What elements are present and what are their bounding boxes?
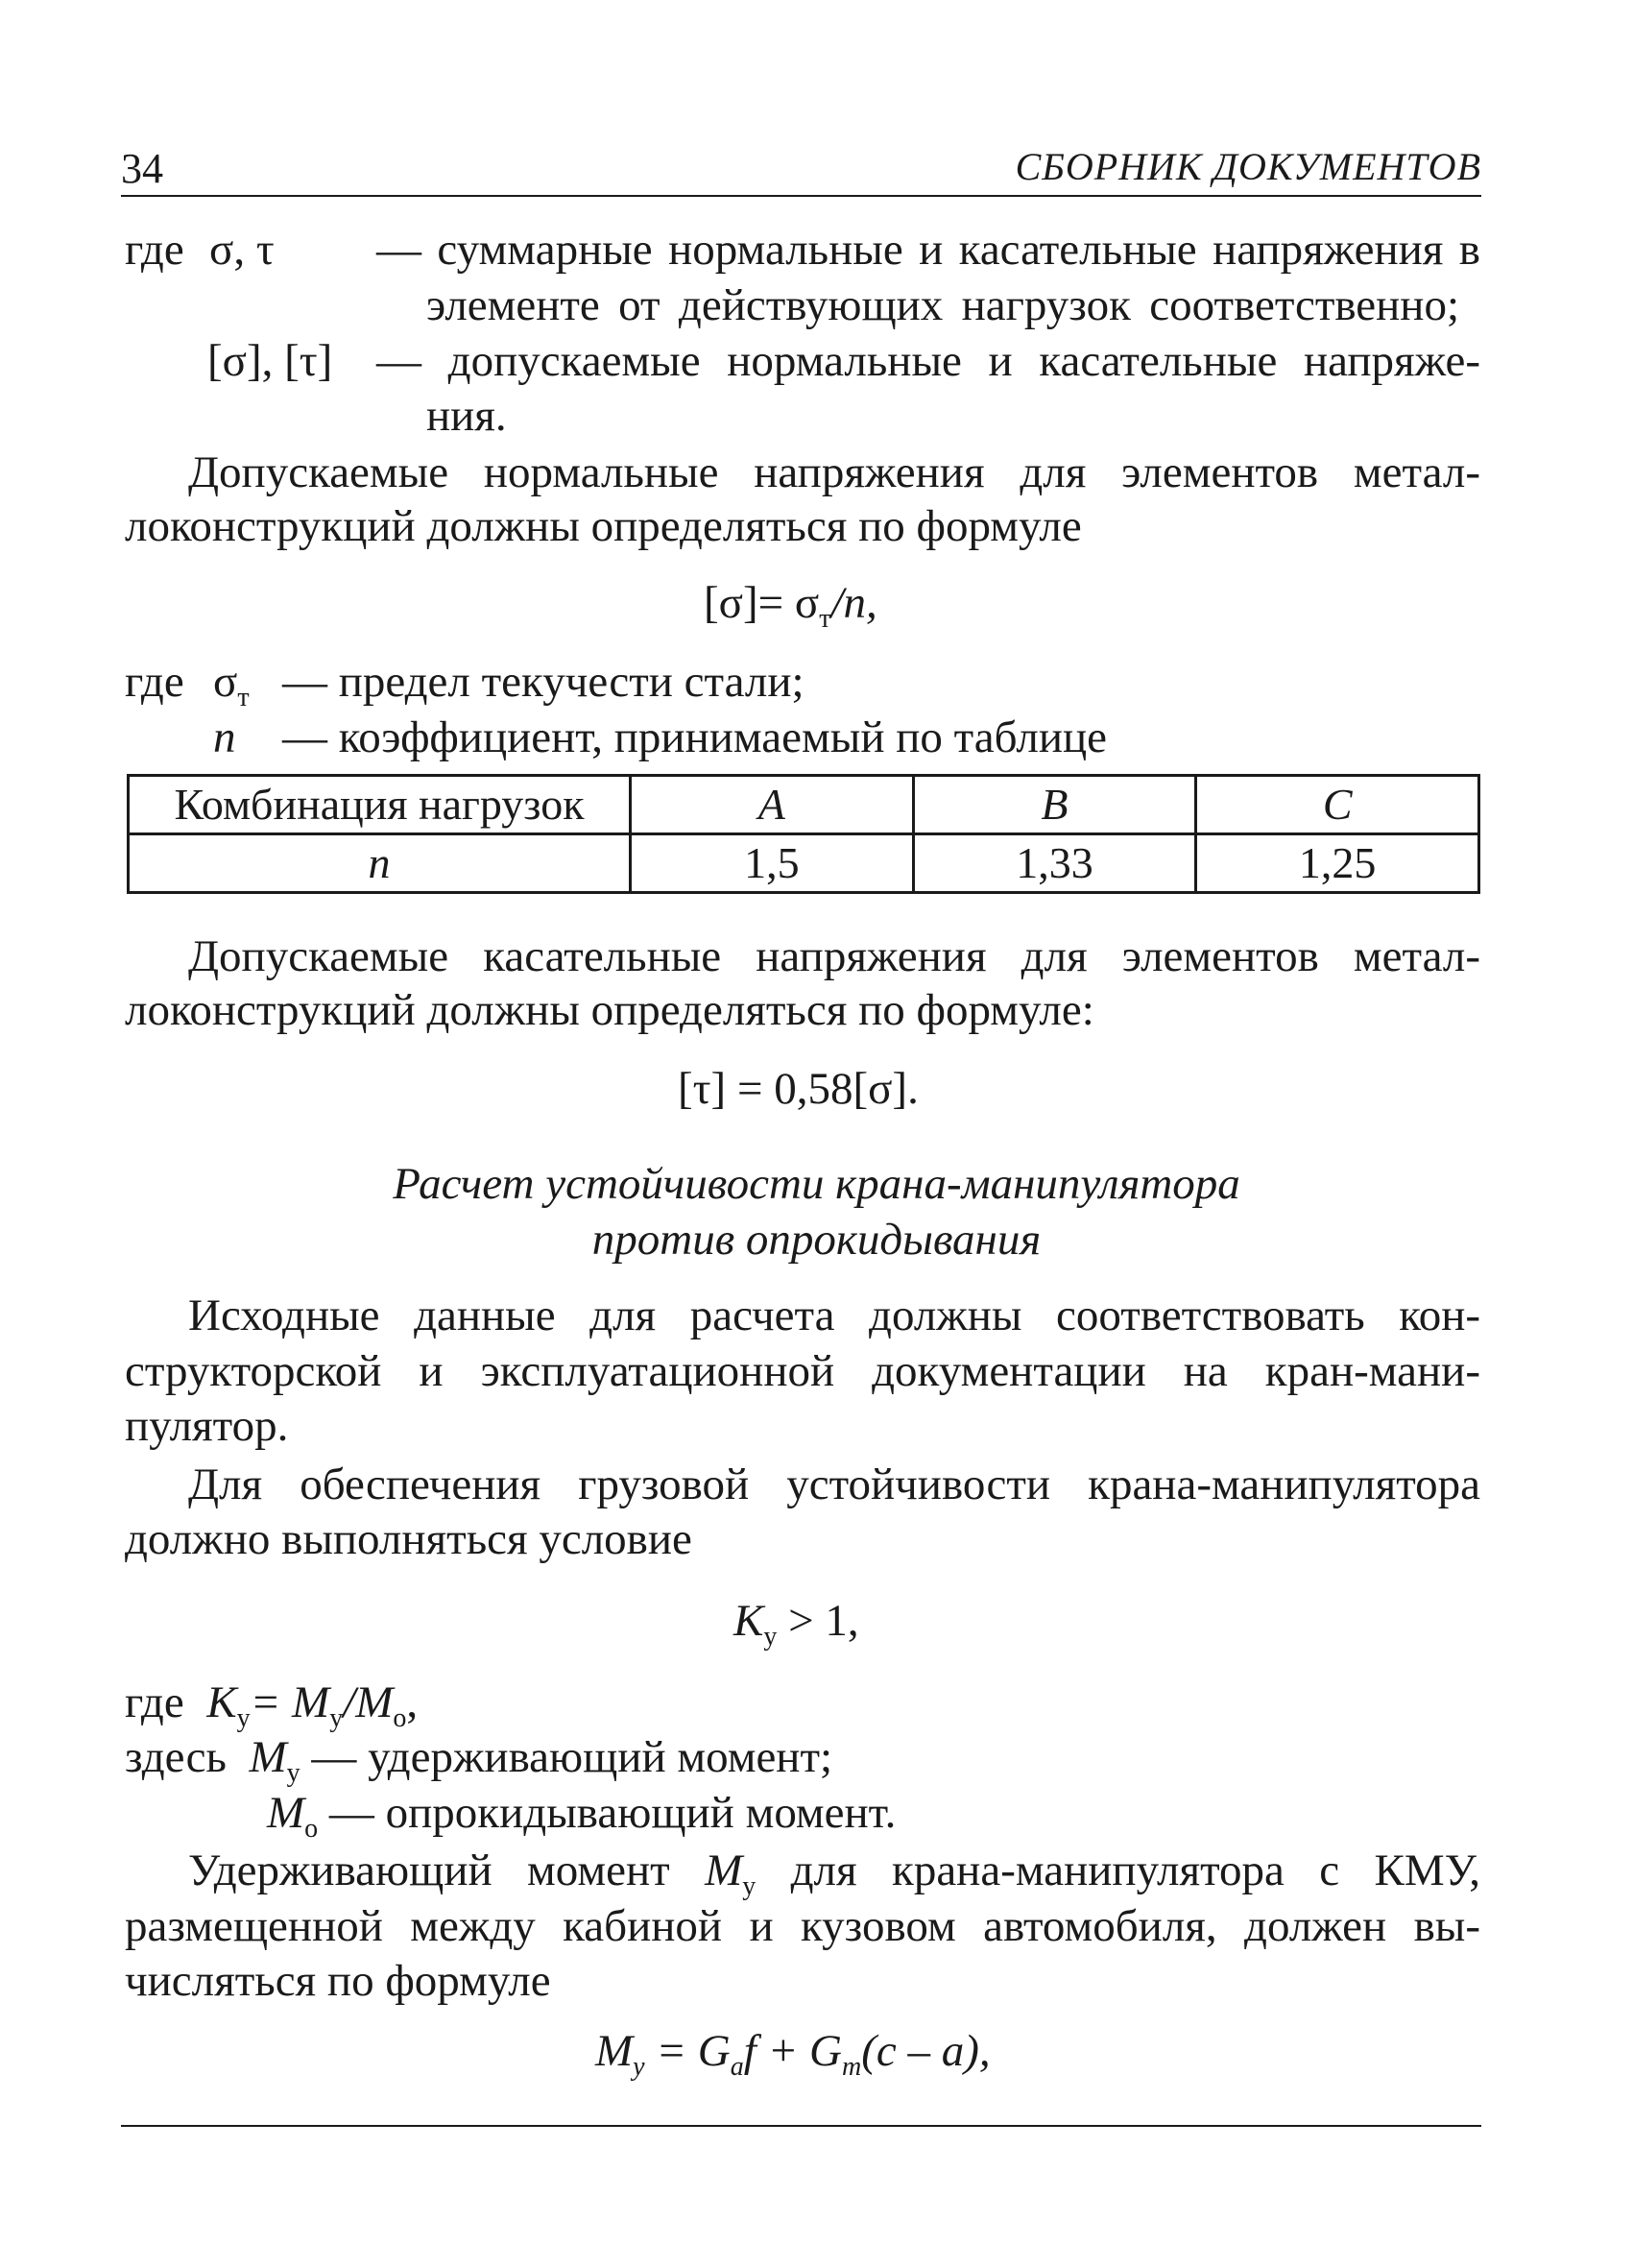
defs2-text1: — предел текучести стали;: [282, 657, 804, 707]
table-cell: n: [129, 834, 631, 893]
footer-rule: [121, 2125, 1481, 2127]
table-cell: 1,33: [913, 834, 1196, 893]
defs3-where: где $K_у= M_у/M_о$,: [125, 1677, 419, 1733]
header-rule: [121, 195, 1481, 197]
defs2-where: где: [125, 657, 184, 707]
defs1-text2-line2: ния.: [426, 391, 507, 441]
table-header-cell: C: [1196, 776, 1479, 834]
table-header-cell: B: [913, 776, 1196, 834]
para1-line1: Допускаемые нормальные напряжения для элементов метал-: [188, 447, 1480, 497]
formula-stability-condition: $K_у > 1$,: [733, 1596, 859, 1652]
table-cell: 1,5: [631, 834, 914, 893]
section-heading-line2: против опрокидывания: [591, 1215, 1042, 1265]
defs1-where: где: [125, 225, 184, 275]
table-header-cell: Комбинация нагрузок: [129, 776, 631, 834]
defs2-text2: — коэффициент, принимаемый по таблице: [282, 712, 1107, 762]
defs1-sigma-tau-brackets: [σ], [τ]: [207, 336, 333, 386]
para2-line2: локонструкций должны определяться по формуле:: [125, 985, 1094, 1035]
defs1-text2-line1: — допускаемые нормальные и касательные напряже-: [376, 336, 1480, 386]
defs3-overturning-line: $M_о$ — опрокидывающий момент.: [267, 1788, 897, 1844]
running-header: СБОРНИК ДОКУМЕНТОВ: [1015, 145, 1481, 188]
para5-line1: Удерживающий момент $M_у$ для крана-манипулятора с КМУ,: [188, 1846, 1481, 1901]
table-cell: 1,25: [1196, 834, 1479, 893]
para5-line2: размещенной между кабиной и кузовом автомобиля, должен вы-: [125, 1901, 1480, 1951]
defs1-text-line1: — суммарные нормальные и касательные напряжения в: [376, 225, 1480, 275]
formula-tau-allowed: [τ] = 0,58[σ].: [678, 1064, 919, 1114]
para3-line1: Исходные данные для расчета должны соответствовать кон-: [188, 1291, 1480, 1340]
safety-factor-table: [127, 774, 1480, 894]
para5-line3: числяться по формуле: [125, 1956, 551, 2006]
para3-line2: структорской и эксплуатационной документации на кран-мани-: [125, 1346, 1480, 1396]
para1-line2: локонструкций должны определяться по формуле: [125, 501, 1082, 551]
table-row: [129, 834, 1479, 893]
table-header-cell: A: [631, 776, 914, 834]
formula-sigma-allowed: $[\sigma]= \sigma_т/n$,: [704, 578, 877, 634]
para2-line1: Допускаемые касательные напряжения для элементов метал-: [188, 931, 1480, 981]
defs3-here-line: здесь $M_у$ — удерживающий момент;: [125, 1732, 833, 1788]
defs2-sigma-t: $\sigma_т$: [213, 657, 250, 712]
formula-holding-moment: $M_у = G_af + G_m(c - a)$,: [595, 2026, 991, 2082]
page-number: 34: [121, 145, 163, 192]
defs1-sigma-tau: σ, τ: [209, 225, 275, 275]
para4-line1: Для обеспечения грузовой устойчивости крана-манипулятора: [188, 1460, 1480, 1509]
section-heading-line1: Расчет устойчивости крана-манипулятора: [393, 1159, 1240, 1209]
defs2-n: n: [213, 712, 236, 762]
para4-line2: должно выполняться условие: [125, 1514, 692, 1564]
table-header-row: [129, 776, 1479, 834]
defs1-text-line2: элементе от действующих нагрузок соответственно;: [426, 280, 1459, 330]
para3-line3: пулятор.: [125, 1401, 289, 1451]
